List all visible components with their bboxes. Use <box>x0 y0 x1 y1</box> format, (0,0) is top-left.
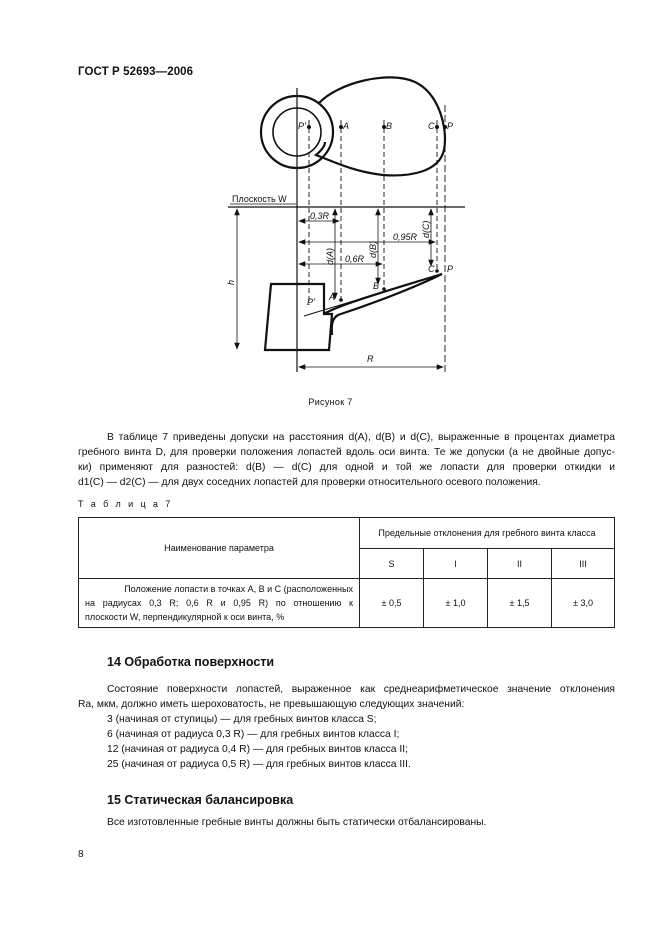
figure-labels <box>226 121 453 364</box>
table-label: Т а б л и ц а 7 <box>78 499 173 509</box>
intro-line-2: гребного винта D, для проверки положения лопастей вдоль оси винта. Те же допуски (а не двойные допус- <box>78 447 615 458</box>
figure-caption: Рисунок 7 <box>308 397 353 407</box>
label-p-prime-side: P' <box>307 297 315 307</box>
table-7 <box>78 517 615 628</box>
label-da: d(A) <box>325 247 335 265</box>
roughness-item: 3 (начиная от ступицы) — для гребных винтов класса S; <box>107 714 377 725</box>
roughness-item: 6 (начиная от радиуса 0,3 R) — для гребных винтов класса I; <box>107 729 400 740</box>
param-line-3: плоскости W, перпендикулярной к оси винта, % <box>85 612 285 622</box>
param-header: Наименование параметра <box>79 518 360 579</box>
section-15-title: 15 Статическая балансировка <box>107 793 294 807</box>
class-group-header: Предельные отклонения для гребного винта класса <box>360 518 615 549</box>
class-header-i: I <box>424 549 488 579</box>
label-b-side: B <box>373 281 380 291</box>
top-points <box>307 125 447 129</box>
section-14-title: 14 Обработка поверхности <box>107 655 275 669</box>
value-ii: ± 1,5 <box>488 579 552 628</box>
label-plane-w: Плоскость W <box>232 194 287 204</box>
param-cell <box>79 579 360 628</box>
intro-line-3: ки) применяют для разностей: d(B) — d(C) для одной и той же лопасти для проверки откидки и <box>78 462 615 473</box>
label-p-prime-top: P' <box>298 121 306 131</box>
intro-line-4: d1(C) — d2(C) — для двух соседних лопастей для проверки относительного осевого положения. <box>78 477 541 488</box>
top-view <box>261 77 445 175</box>
class-header-iii: III <box>552 549 615 579</box>
value-s: ± 0,5 <box>360 579 424 628</box>
blade-outline-top <box>316 77 445 175</box>
label-c-side: C <box>428 264 435 274</box>
class-header-s: S <box>360 549 424 579</box>
label-db: d(B) <box>368 240 378 258</box>
document-id: ГОСТ Р 52693—2006 <box>78 66 194 78</box>
side-view <box>265 274 442 350</box>
label-p-top: P <box>447 121 454 131</box>
label-a-side: A <box>329 292 336 302</box>
roughness-item: 25 (начиная от радиуса 0,5 R) — для гребных винтов класса III. <box>107 759 411 770</box>
label-c-top: C <box>428 121 435 131</box>
label-r: R <box>367 354 374 364</box>
page-number: 8 <box>78 849 84 860</box>
label-b-top: B <box>386 121 393 131</box>
label-p-side: P <box>447 264 454 274</box>
section-15-text: Все изготовленные гребные винты должны быть статически отбалансированы. <box>107 817 487 828</box>
param-line-2: на радиусах 0,3 R; 0,6 R и 0,95 R) по отношению к <box>85 598 353 608</box>
param-line-1: Положение лопасти в точках A, B и C (расположенных <box>124 584 353 594</box>
section-14-line-2: Ra, мкм, должно иметь шероховатость, не превышающую следующих значений: <box>78 699 465 710</box>
value-iii: ± 3,0 <box>552 579 615 628</box>
section-14-line-1: Состояние поверхности лопастей, выраженное как среднеарифметическое значение отклонения <box>107 684 615 695</box>
label-h: h <box>226 279 236 285</box>
label-dc: d(C) <box>421 220 431 238</box>
label-03r: 0,3R <box>310 211 330 221</box>
value-i: ± 1,0 <box>424 579 488 628</box>
roughness-item: 12 (начиная от радиуса 0,4 R) — для гребных винтов класса II; <box>107 744 408 755</box>
label-06r: 0,6R <box>345 254 365 264</box>
intro-line-1: В таблице 7 приведены допуски на расстояния d(A), d(B) и d(C), выраженные в процентах диаметра <box>107 432 615 443</box>
hub-profile <box>265 284 332 350</box>
class-header-ii: II <box>488 549 552 579</box>
label-a-top: A <box>343 121 350 131</box>
figure-7 <box>0 0 661 400</box>
label-095r: 0,95R <box>393 232 418 242</box>
